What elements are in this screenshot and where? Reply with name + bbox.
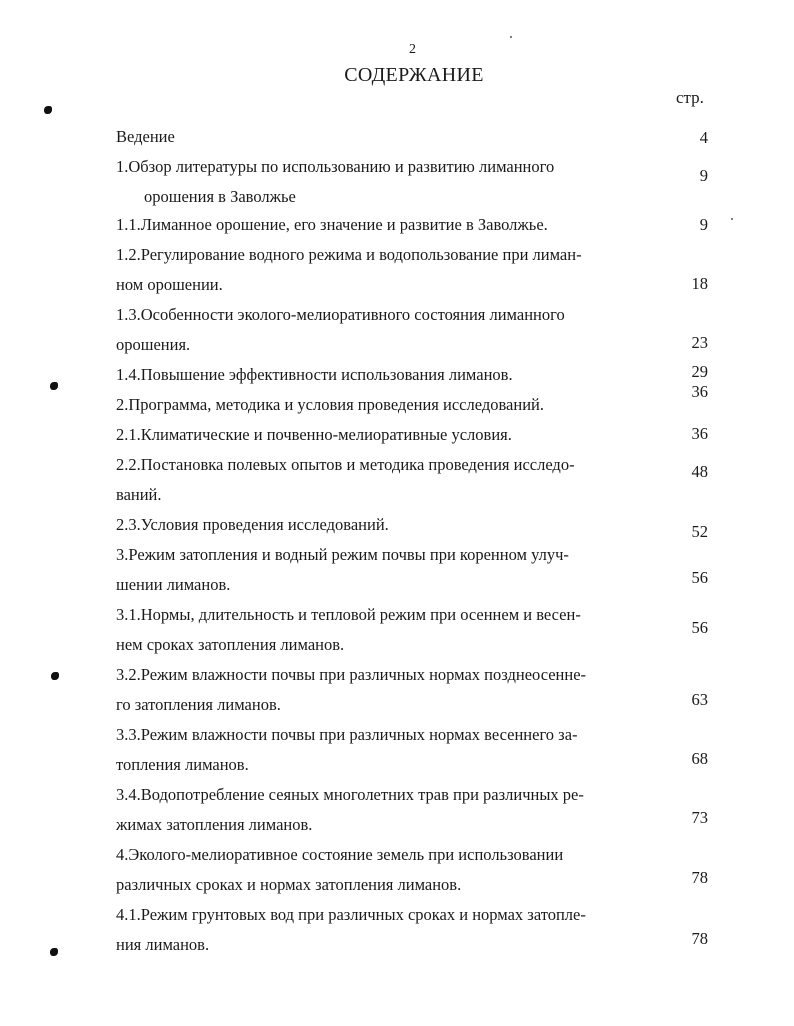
toc-entry-text: 4.1.Режим грунтовых вод при различных сроках и нормах затопле- bbox=[116, 905, 586, 924]
toc-entry-page: 23 bbox=[691, 333, 708, 352]
toc-entry-text-cont: различных сроках и нормах затопления лиманов. bbox=[116, 875, 462, 894]
scan-speck bbox=[50, 382, 58, 390]
toc-entry-page: 78 bbox=[691, 868, 708, 887]
toc-entry-page: 73 bbox=[691, 808, 708, 827]
toc-entry-page: 78 bbox=[691, 929, 708, 948]
toc-entry-text: 1.3.Особенности эколого-мелиоративного состояния лиманного bbox=[116, 305, 565, 324]
toc-entry-page: 52 bbox=[691, 522, 708, 541]
toc-entry-text: 2.1.Климатические и почвенно-мелиоративные условия. bbox=[116, 425, 512, 444]
toc-entry-text: 3.Режим затопления и водный режим почвы при коренном улуч- bbox=[116, 545, 569, 564]
scan-dot bbox=[731, 218, 733, 220]
scan-speck bbox=[50, 948, 58, 956]
toc-entry-text: 2.Программа, методика и условия проведения исследований. bbox=[116, 395, 544, 414]
toc-entry-text: Ведение bbox=[116, 127, 175, 146]
toc-entry-text-cont: орошения. bbox=[116, 335, 191, 354]
toc-entry-text: 3.1.Нормы, длительность и тепловой режим при осеннем и весен- bbox=[116, 605, 581, 624]
toc-entry-page: 56 bbox=[691, 568, 708, 587]
toc-entry-page: 36 bbox=[691, 382, 708, 401]
toc-entry-text-cont: ном орошении. bbox=[116, 275, 223, 294]
toc-entry-text-cont: го затопления лиманов. bbox=[116, 695, 281, 714]
toc-entry-page: 18 bbox=[691, 274, 708, 293]
toc-entry-text: 1.4.Повышение эффективности использования лиманов. bbox=[116, 365, 513, 384]
toc-entry-page: 48 bbox=[691, 462, 708, 481]
toc-entry-text: 1.Обзор литературы по использованию и развитию лиманного bbox=[116, 157, 555, 176]
toc-entry-text-cont: топления лиманов. bbox=[116, 755, 249, 774]
toc-entry-text: 1.2.Регулирование водного режима и водопользование при лиман- bbox=[116, 245, 582, 264]
toc-entry-text: 2.2.Постановка полевых опытов и методика проведения исследо- bbox=[116, 455, 575, 474]
toc-entry-page: 68 bbox=[691, 749, 708, 768]
toc-entry-text-cont: ваний. bbox=[116, 485, 162, 504]
page-number: 2 bbox=[409, 42, 416, 57]
toc-entry-text: 4.Эколого-мелиоративное состояние земель при использовании bbox=[116, 845, 564, 864]
pages-column-label: стр. bbox=[676, 88, 704, 107]
toc-entry-text: 3.2.Режим влажности почвы при различных нормах позднеосенне- bbox=[116, 665, 587, 684]
toc-entry-page: 56 bbox=[691, 618, 708, 637]
toc-entry-text-cont: шении лиманов. bbox=[116, 575, 231, 594]
toc-entry-page: 63 bbox=[691, 690, 708, 709]
toc-entry-text: 3.4.Водопотребление сеяных многолетних трав при различных ре- bbox=[116, 785, 584, 804]
toc-entry-text-cont: нем сроках затопления лиманов. bbox=[116, 635, 345, 654]
toc-entry-page: 9 bbox=[699, 215, 708, 234]
scan-speck bbox=[44, 106, 52, 114]
toc-entry-page: 29 bbox=[691, 362, 708, 381]
toc-entry-page: 36 bbox=[691, 424, 708, 443]
toc-entry-text: 2.3.Условия проведения исследований. bbox=[116, 515, 389, 534]
toc-entry-text-cont: жимах затопления лиманов. bbox=[116, 815, 313, 834]
toc-entry-page: 4 bbox=[699, 128, 708, 147]
toc-entry-text-cont: ния лиманов. bbox=[116, 935, 210, 954]
toc-entry-text: 3.3.Режим влажности почвы при различных нормах весеннего за- bbox=[116, 725, 578, 744]
toc-entry-text-cont: орошения в Заволжье bbox=[144, 187, 296, 206]
scan-dot bbox=[510, 36, 512, 38]
scan-speck bbox=[51, 672, 59, 680]
toc-entry-text: 1.1.Лиманное орошение, его значение и развитие в Заволжье. bbox=[116, 215, 548, 234]
page-title: СОДЕРЖАНИЕ bbox=[344, 64, 484, 86]
toc-entry-page: 9 bbox=[699, 166, 708, 185]
